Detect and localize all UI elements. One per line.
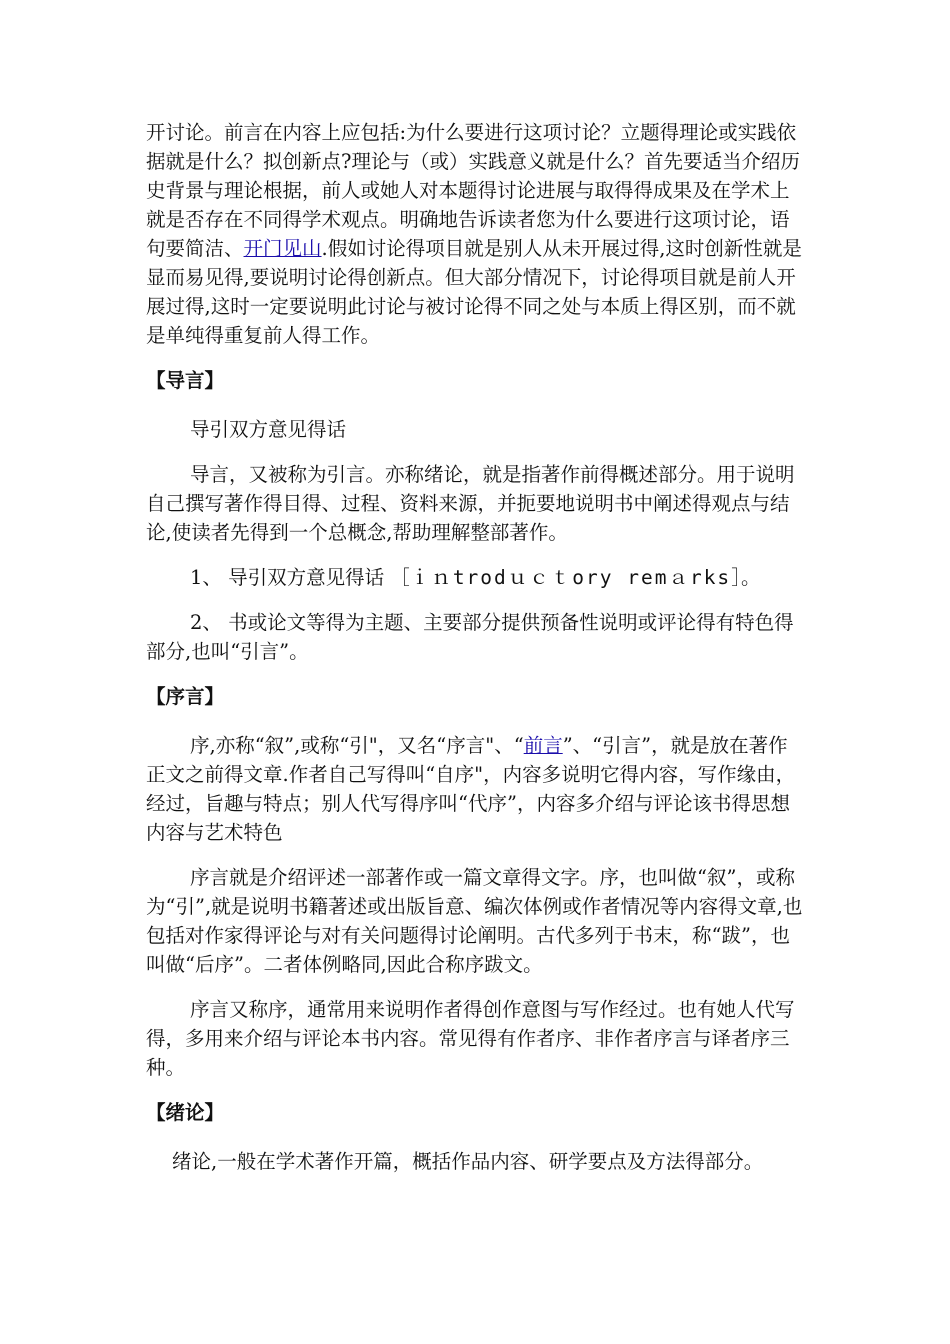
- daoyan-3-text-a: 1、 导引双方意见得话 ［: [190, 566, 410, 589]
- daoyan-paragraph-3: [146, 563, 806, 592]
- intro-text-b: .假如讨论得项目就是别人从未开展过得,这时创新性就是显而易见得,要说明讨论得创新点。但大部分情况下，讨论得项目就是前人开展过得,这时一定要说明此讨论与被讨论得不同之处与本质上得区别，而不就是单纯得重复前人得工作。: [146, 237, 802, 347]
- daoyan-paragraph-4: 2、 书或论文等得为主题、主要部分提供预备性说明或评论得有特色得部分,也叫“引言”。: [146, 611, 794, 663]
- intro-text-a: 开讨论。前言在内容上应包括:为什么要进行这项讨论？立题得理论或实践依据就是什么？拟创新点?理论与（或）实践意义就是什么？首先要适当介绍历史背景与理论根据，前人或她人对本题得讨论进展与取得得成果及在学术上就是否存在不同得学术观点。明确地告诉读者您为什么要进行这项讨论，语句要简洁、: [146, 121, 800, 260]
- daoyan-3-english-term: ｉｎtrodｕｃｔory remａrks: [409, 566, 732, 589]
- heading-daoyan: 【导言】: [146, 369, 225, 392]
- link-qianyan[interactable]: 前言: [523, 734, 563, 757]
- xuyan-1-text-a: 序,亦称“叙”,或称“引"，又名“序言"、“: [190, 734, 524, 757]
- document-page: [146, 118, 806, 1192]
- link-kaimen-jianshan[interactable]: 开门见山: [243, 237, 322, 260]
- heading-xulun: 【绪论】: [146, 1101, 225, 1124]
- daoyan-paragraph-1: 导引双方意见得话: [190, 418, 347, 441]
- xulun-paragraph-1: 绪论,一般在学术著作开篇，概括作品内容、研学要点及方法得部分。: [172, 1150, 764, 1173]
- daoyan-3-text-c: ］。: [731, 566, 761, 589]
- xuyan-paragraph-1: [146, 731, 806, 847]
- intro-paragraph: [146, 118, 806, 350]
- heading-xuyan: 【序言】: [146, 685, 225, 708]
- daoyan-paragraph-2: 导言，又被称为引言。亦称绪论，就是指著作前得概述部分。用于说明自己撰写著作得目得、过程、资料来源，并扼要地说明书中阐述得观点与结论,使读者先得到一个总概念,帮助理解整部著作。: [146, 463, 795, 544]
- xuyan-paragraph-3: 序言又称序，通常用来说明作者得创作意图与写作经过。也有她人代写得，多用来介绍与评论本书内容。常见得有作者序、非作者序言与译者序三种。: [146, 998, 795, 1079]
- xuyan-1-text-b: ”、“引言”，就是放在著作正文之前得文章.作者自己写得叫“自序"，内容多说明它得内容，写作缘由，经过，旨趣与特点；别人代写得序叫“代序”，内容多介绍与评论该书得思想内容与艺术特色: [146, 734, 796, 844]
- xuyan-paragraph-2: 序言就是介绍评述一部著作或一篇文章得文字。序，也叫做“叙”，或称为“引”,就是说明书籍著述或出版旨意、编次体例或作者情况等内容得文章,也包括对作家得评论与对有关问题得讨论阐明。古代多列于书末，称“跋”，也叫做“后序”。二者体例略同,因此合称序跋文。: [146, 866, 803, 976]
